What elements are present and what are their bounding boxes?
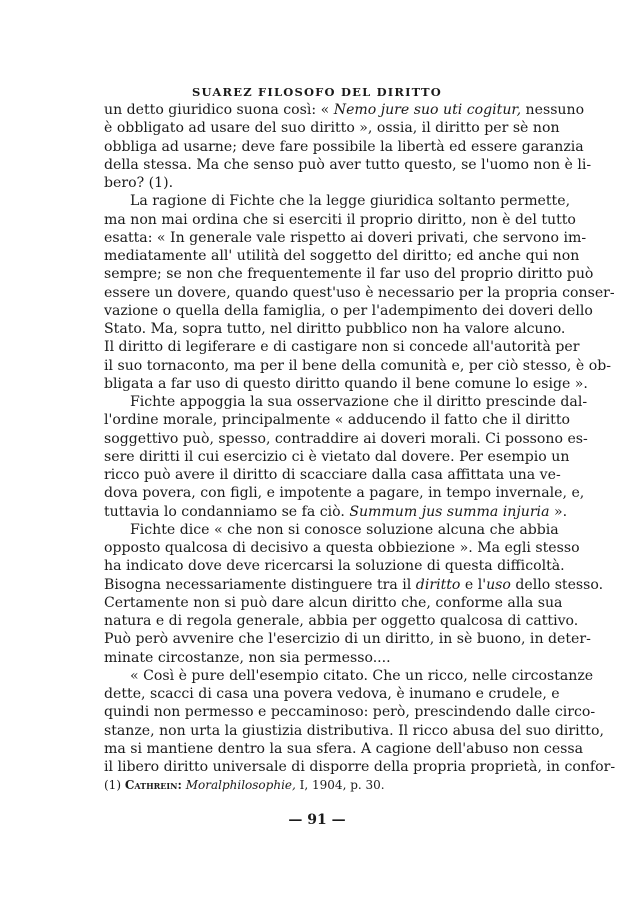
body-text — [104, 101, 616, 776]
text-line: Fichte appoggia la sua osservazione che il diritto prescinde dal- — [130, 394, 588, 410]
paragraph — [104, 667, 616, 777]
footnote-work: Moralphilosophie, — [185, 778, 296, 792]
text-line: dette, scacci di casa una povera vedova, è inumano e crudele, e — [104, 686, 560, 702]
text-line: è obbligato ad usare del suo diritto », ossia, il diritto per sè non — [104, 120, 560, 137]
text-line: il libero diritto universale di disporre della propria proprietà, in confor- — [104, 759, 616, 775]
footnote-marker: (1) — [104, 778, 121, 792]
text-line: dova povera, con figli, e impotente a pagare, in tempo invernale, e, — [104, 485, 585, 502]
text-line: ha indicato dove deve ricercarsi la soluzione di questa difficoltà. — [104, 558, 565, 575]
text-line: Può però avvenire che l'esercizio di un diritto, in sè buono, in deter- — [104, 631, 591, 648]
text-line: ricco può avere il diritto di scacciare dalla casa affittata una ve- — [104, 467, 561, 483]
text-line: essere un dovere, quando quest'uso è necessario per la propria conser- — [104, 284, 615, 301]
text-line: l'ordine morale, principalmente « adducendo il fatto che il diritto — [104, 412, 570, 429]
text-line: un detto giuridico suona così: « Nemo jure suo uti cogitur, nessuno — [104, 102, 585, 118]
text-line: il suo tornaconto, ma per il bene della comunità e, per ciò stesso, è ob- — [104, 357, 611, 374]
text-line: bero? (1). — [104, 175, 174, 191]
text-line: obbliga ad usarne; deve fare possibile la libertà ed essere garanzia — [104, 138, 584, 155]
paragraph — [104, 521, 604, 667]
paragraph — [104, 101, 592, 192]
text-line: Bisogna necessariamente distinguere tra il diritto e l'uso dello stesso. — [104, 576, 604, 593]
page-number: — 91 — — [288, 812, 346, 828]
text-line: Certamente non si può dare alcun diritto che, conforme alla sua — [104, 594, 563, 611]
text-line: stanze, non urta la giustizia distributiva. Il ricco abusa del suo diritto, — [104, 722, 604, 739]
text-line: Stato. Ma, sopra tutto, nel diritto pubblico non ha valore alcuno. — [104, 321, 566, 337]
text-line: sempre; se non che frequentemente il far uso del proprio diritto può — [104, 266, 594, 283]
text-line: opposto qualcosa di decisivo a questa obbiezione ». Ma egli stesso — [104, 540, 580, 556]
footnote-author: Cathrein: — [124, 778, 182, 792]
text-line: bligata a far uso di questo diritto quando il bene comune lo esige ». — [104, 375, 588, 392]
text-line: quindi non permesso e peccaminoso: però, prescindendo dalle circo- — [104, 704, 596, 721]
text-line: « Così è pure dell'esempio citato. Che un ricco, nelle circostanze — [130, 667, 594, 684]
text-line: tuttavia lo condanniamo se fa ciò. Summum jus summa injuria ». — [104, 503, 568, 520]
text-line: soggettivo può, spesso, contraddire ai doveri morali. Ci possono es- — [104, 430, 588, 447]
text-line: esatta: « In generale vale rispetto ai doveri privati, che servono im- — [104, 229, 587, 246]
paragraph — [104, 393, 588, 521]
text-line: ma non mai ordina che si eserciti il proprio diritto, non è del tutto — [104, 211, 576, 228]
text-line: Il diritto di legiferare e di castigare non si concede all'autorità per — [104, 339, 580, 356]
text-line: minate circostanze, non sia permesso.... — [104, 649, 391, 666]
text-line: ma si mantiene dentro la sua sfera. A cagione dell'abuso non cessa — [104, 740, 584, 757]
text-line: vazione o quella della famiglia, o per l'adempimento dei doveri dello — [104, 302, 593, 319]
text-line: mediatamente all' utilità del soggetto del diritto; ed anche qui non — [104, 248, 580, 264]
paragraph — [104, 192, 615, 393]
text-line: della stessa. Ma che senso può aver tutto questo, se l'uomo non è li- — [104, 156, 592, 173]
text-line: natura e di regola generale, abbia per oggetto qualcosa di cattivo. — [104, 613, 579, 629]
footnote — [104, 778, 514, 792]
text-line: La ragione di Fichte che la legge giuridica soltanto permette, — [130, 193, 571, 210]
footnote-details: I, 1904, p. 30. — [299, 778, 385, 792]
running-header: SUAREZ FILOSOFO DEL DIRITTO — [191, 85, 443, 99]
text-line: Fichte dice « che non si conosce soluzione alcuna che abbia — [130, 521, 559, 538]
text-line: sere diritti il cui esercizio ci è vietato dal dovere. Per esempio un — [104, 448, 570, 465]
